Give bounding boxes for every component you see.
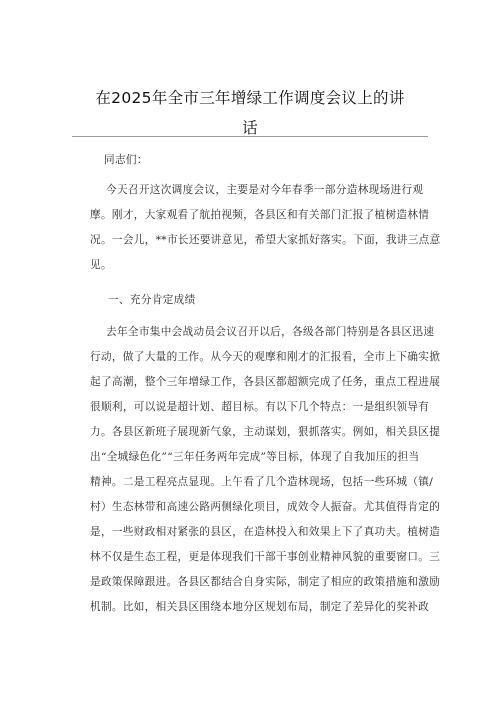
section-heading: 一、充分肯定成绩 [108, 294, 196, 306]
paragraph-2-line: 很顺利，可以说是超计划、超目标。有以下几个特点：一是组织领导有 [90, 401, 430, 413]
paragraph-2-line: 机制。比如，相关县区围绕本地分区规划布局，制定了差异化的奖补政 [90, 601, 430, 613]
paragraph-2-line: 出“全城绿色化”“三年任务两年完成”等目标，体现了自我加压的担当 [90, 451, 420, 463]
paragraph-2-line: 是政策保障跟进。各县区都结合自身实际，制定了相应的政策措施和激励 [90, 576, 441, 588]
paragraph-1-line: 况。一会儿，**市长还要讲意见，希望大家抓好落实。下面，我讲三点意 [90, 234, 441, 246]
paragraph-2-line: 行动，做了大量的工作。从今天的观摩和刚才的汇报看，全市上下确实掀 [90, 351, 441, 363]
title-divider [72, 136, 428, 137]
paragraph-1-line: 今天召开这次调度会议，主要是对今年春季一部分造林现场进行观 [106, 184, 424, 196]
paragraph-2-line: 力。各县区新班子展现新气象，主动谋划，狠抓落实。例如，相关县区提 [90, 426, 441, 438]
document-title-line-2: 话 [242, 119, 258, 137]
salutation: 同志们： [104, 154, 148, 166]
paragraph-1-line: 摩。刚才，大家观看了航拍视频，各县区和有关部门汇报了植树造林情 [90, 209, 430, 221]
paragraph-2-line: 精神。二是工程亮点显现。上午看了几个造林现场，包括一些环城（镇/ [90, 476, 434, 488]
paragraph-2-line: 村）生态林带和高速公路两侧绿化项目，成效令人振奋。尤其值得肯定的 [90, 501, 441, 513]
paragraph-2-line: 起了高潮，整个三年增绿工作，各县区都超额完成了任务，重点工程进展 [90, 376, 441, 388]
paragraph-1-line: 见。 [90, 259, 112, 271]
document-title-line-1: 在2025年全市三年增绿工作调度会议上的讲 [95, 89, 405, 107]
paragraph-2-line: 林不仅是生态工程，更是体现我们干部干事创业精神风貌的重要窗口。三 [90, 551, 441, 563]
paragraph-2-line: 是，一些财政相对紧张的县区，在造林投入和效果上下了真功夫。植树造 [90, 526, 441, 538]
paragraph-2-line: 去年全市集中会战动员会议召开以后，各级各部门特别是各县区迅速 [106, 326, 435, 338]
